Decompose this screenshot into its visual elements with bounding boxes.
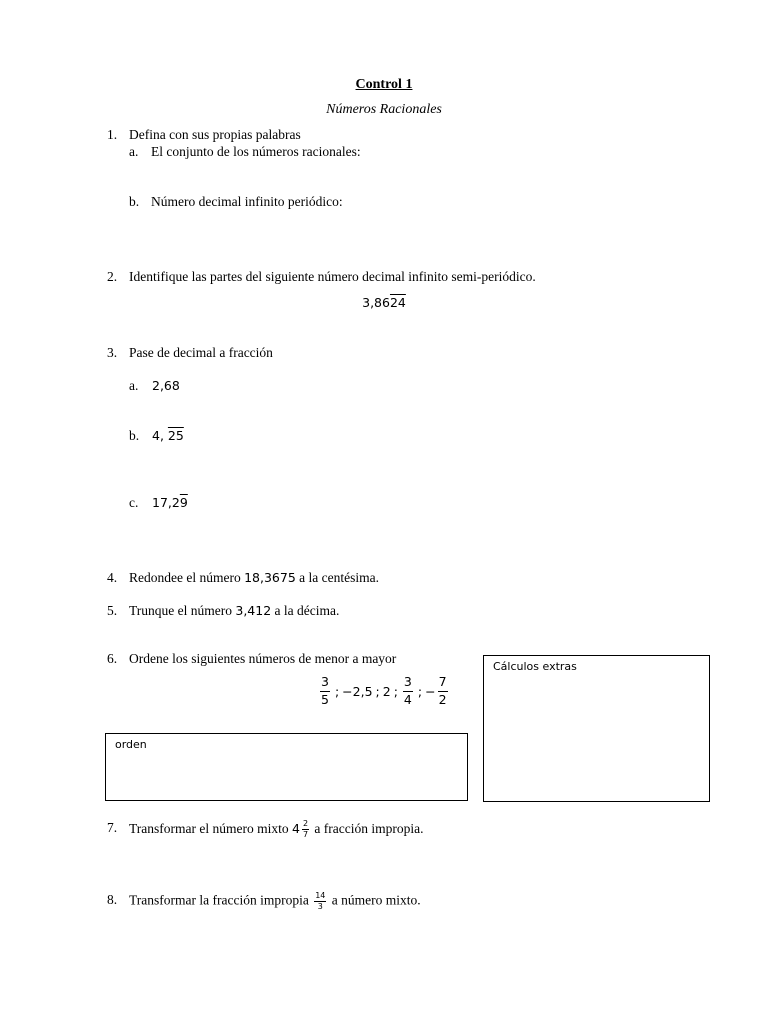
q3c-value: [152, 495, 188, 510]
q2-number: 2.: [107, 269, 118, 284]
q6-number-list: $\frac{3}{5}$ ; −2,5 ; 2 ; $\frac{3}{4}$ ; − $\frac{7}{2}$: [321, 674, 447, 707]
q5-text-after: a la décima.: [271, 603, 340, 618]
orden-label: orden: [115, 738, 147, 751]
q5-text-before: Trunque el número: [129, 603, 236, 618]
q2-decimal-period: 24: [389, 295, 406, 310]
q6-negative-sign: −: [425, 683, 436, 699]
q3b-period: 25: [167, 428, 184, 443]
q7-text: [129, 820, 423, 839]
q7-text-before: Transformar el número mixto: [129, 821, 292, 836]
q1b-text: Número decimal infinito periódico:: [151, 194, 343, 209]
q8-number: 8.: [107, 892, 118, 907]
q6-value-3: 2: [382, 683, 391, 699]
q3-text: Pase de decimal a fracción: [129, 345, 273, 360]
q1a-text: El conjunto de los números racionales:: [151, 144, 361, 159]
q6-fraction-5: $\frac{7}{2}$: [438, 674, 447, 707]
q4-value: 18,3675: [244, 570, 296, 585]
q8-text-before: Transformar la fracción impropia: [129, 892, 313, 908]
calculos-extras-box[interactable]: [483, 655, 710, 802]
q6-fraction-4: $\frac{3}{4}$: [403, 674, 412, 707]
q7-text-after: a fracción impropia.: [311, 821, 424, 836]
page-title: Control 1: [355, 77, 413, 92]
calculos-extras-label: Cálculos extras: [493, 660, 577, 673]
q2-text: Identifique las partes del siguiente número decimal infinito semi-periódico.: [129, 269, 536, 284]
q1b-letter: b.: [129, 194, 140, 209]
q7-mixed-number: 4 $\frac{2}{7}$: [291, 819, 309, 839]
page-subtitle: Números Racionales: [326, 102, 442, 117]
q3-number: 3.: [107, 345, 118, 360]
q6-value-2: −2,5: [342, 683, 373, 699]
q6-number: 6.: [107, 651, 118, 666]
q1a-letter: a.: [129, 144, 139, 159]
q3a-letter: a.: [129, 378, 139, 393]
q8-fraction: $\frac{14}{3}$: [315, 891, 326, 911]
q7-fraction: $\frac{2}{7}$: [302, 819, 309, 839]
q6-fraction-1: $\frac{3}{5}$: [321, 674, 329, 707]
q6-text: Ordene los siguientes números de menor a mayor: [129, 651, 397, 666]
q3b-base: 4,: [152, 428, 168, 443]
q2-decimal-base: 3,86: [362, 295, 390, 310]
q3a-value: 2,68: [152, 378, 180, 393]
q3b-value: [152, 428, 184, 443]
q5-text: [129, 603, 339, 619]
q2-decimal: [0, 295, 768, 310]
q8-text-after: a número mixto.: [328, 892, 421, 908]
q3c-base: 17,2: [152, 495, 180, 510]
q1-number: 1.: [107, 127, 118, 142]
q5-value: 3,412: [235, 603, 272, 618]
q7-number: 7.: [107, 820, 118, 835]
q3b-letter: b.: [129, 428, 140, 443]
q8-text: [129, 892, 421, 911]
q4-text-before: Redondee el número: [129, 570, 245, 585]
q3c-letter: c.: [129, 495, 139, 510]
q5-number: 5.: [107, 603, 118, 618]
q4-number: 4.: [107, 570, 118, 585]
orden-answer-box[interactable]: [105, 733, 468, 801]
q3c-period: 9: [179, 495, 188, 510]
q4-text-after: a la centésima.: [295, 570, 380, 585]
q1-text: Defina con sus propias palabras: [129, 127, 301, 142]
q4-text: [129, 570, 379, 586]
